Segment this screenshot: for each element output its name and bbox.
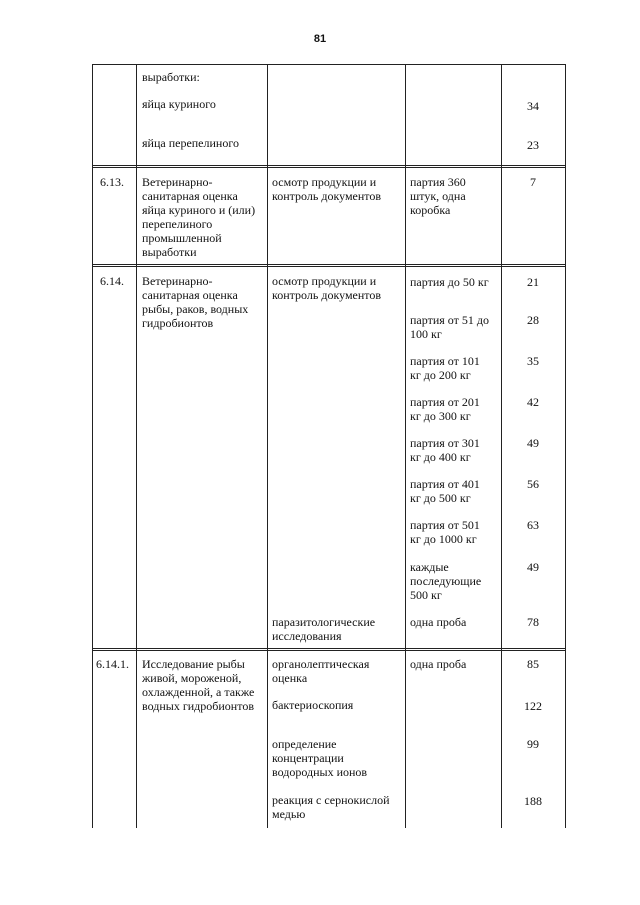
row-separator	[92, 648, 566, 649]
sub-item-label: яйца куриного	[142, 97, 216, 111]
unit-cell: партия 360 штук, одна коробка	[410, 175, 466, 217]
service-cell: осмотр продукции и контроль документов	[272, 274, 382, 302]
row-separator	[92, 165, 566, 166]
row-name: Ветеринарно- санитарная оценка рыбы, раков, водных гидробионтов	[142, 274, 249, 330]
unit-cell: каждые последующие 500 кг	[410, 560, 482, 602]
row-number: 6.14.1.	[96, 657, 129, 671]
service-cell: определение концентрации водородных ионов	[272, 737, 368, 779]
row-separator	[92, 167, 566, 168]
row-separator	[92, 264, 566, 265]
price-cell: 34	[527, 99, 539, 113]
price-cell: 78	[527, 615, 539, 629]
price-cell: 23	[527, 138, 539, 152]
table-border-top	[92, 64, 566, 65]
table-border-right	[565, 64, 566, 828]
service-cell: паразитологические исследования	[272, 615, 376, 643]
row-name: Исследование рыбы живой, мороженой, охлажденной, а также водных гидробионтов	[142, 657, 255, 713]
unit-cell: партия от 501 кг до 1000 кг	[410, 518, 480, 546]
row-name: Ветеринарно- санитарная оценка яйца куриного и (или) перепелиного промышленной выработки	[142, 175, 256, 259]
price-cell: 188	[524, 794, 542, 808]
price-cell: 49	[527, 560, 539, 574]
price-cell: 85	[527, 657, 539, 671]
column-divider-name	[136, 64, 137, 828]
service-cell: осмотр продукции и контроль документов	[272, 175, 382, 203]
price-cell: 122	[524, 699, 542, 713]
price-cell: 56	[527, 477, 539, 491]
unit-cell: партия от 201 кг до 300 кг	[410, 395, 480, 423]
price-cell: 49	[527, 436, 539, 450]
unit-cell: партия до 50 кг	[410, 275, 489, 289]
price-cell: 28	[527, 313, 539, 327]
row-separator	[92, 266, 566, 267]
unit-cell: партия от 51 до 100 кг	[410, 313, 489, 341]
row-number: 6.14.	[100, 274, 124, 288]
row-name: выработки:	[142, 70, 200, 84]
service-cell: бактериоскопия	[272, 698, 354, 712]
price-cell: 42	[527, 395, 539, 409]
price-cell: 7	[530, 175, 536, 189]
sub-item-label: яйца перепелиного	[142, 136, 239, 150]
unit-cell: партия от 401 кг до 500 кг	[410, 477, 480, 505]
service-cell: органолептическая оценка	[272, 657, 370, 685]
unit-cell: одна проба	[410, 657, 467, 671]
table-border-left	[92, 64, 93, 828]
price-cell: 35	[527, 354, 539, 368]
price-cell: 21	[527, 275, 539, 289]
row-separator	[92, 650, 566, 651]
price-cell: 63	[527, 518, 539, 532]
column-divider-service	[267, 64, 268, 828]
row-number: 6.13.	[100, 175, 124, 189]
column-divider-unit	[405, 64, 406, 828]
unit-cell: партия от 101 кг до 200 кг	[410, 354, 480, 382]
page-number: 81	[313, 33, 327, 45]
service-cell: реакция с сернокислой медью	[272, 793, 390, 821]
price-cell: 99	[527, 737, 539, 751]
unit-cell: партия от 301 кг до 400 кг	[410, 436, 480, 464]
column-divider-price	[501, 64, 502, 828]
unit-cell: одна проба	[410, 615, 467, 629]
